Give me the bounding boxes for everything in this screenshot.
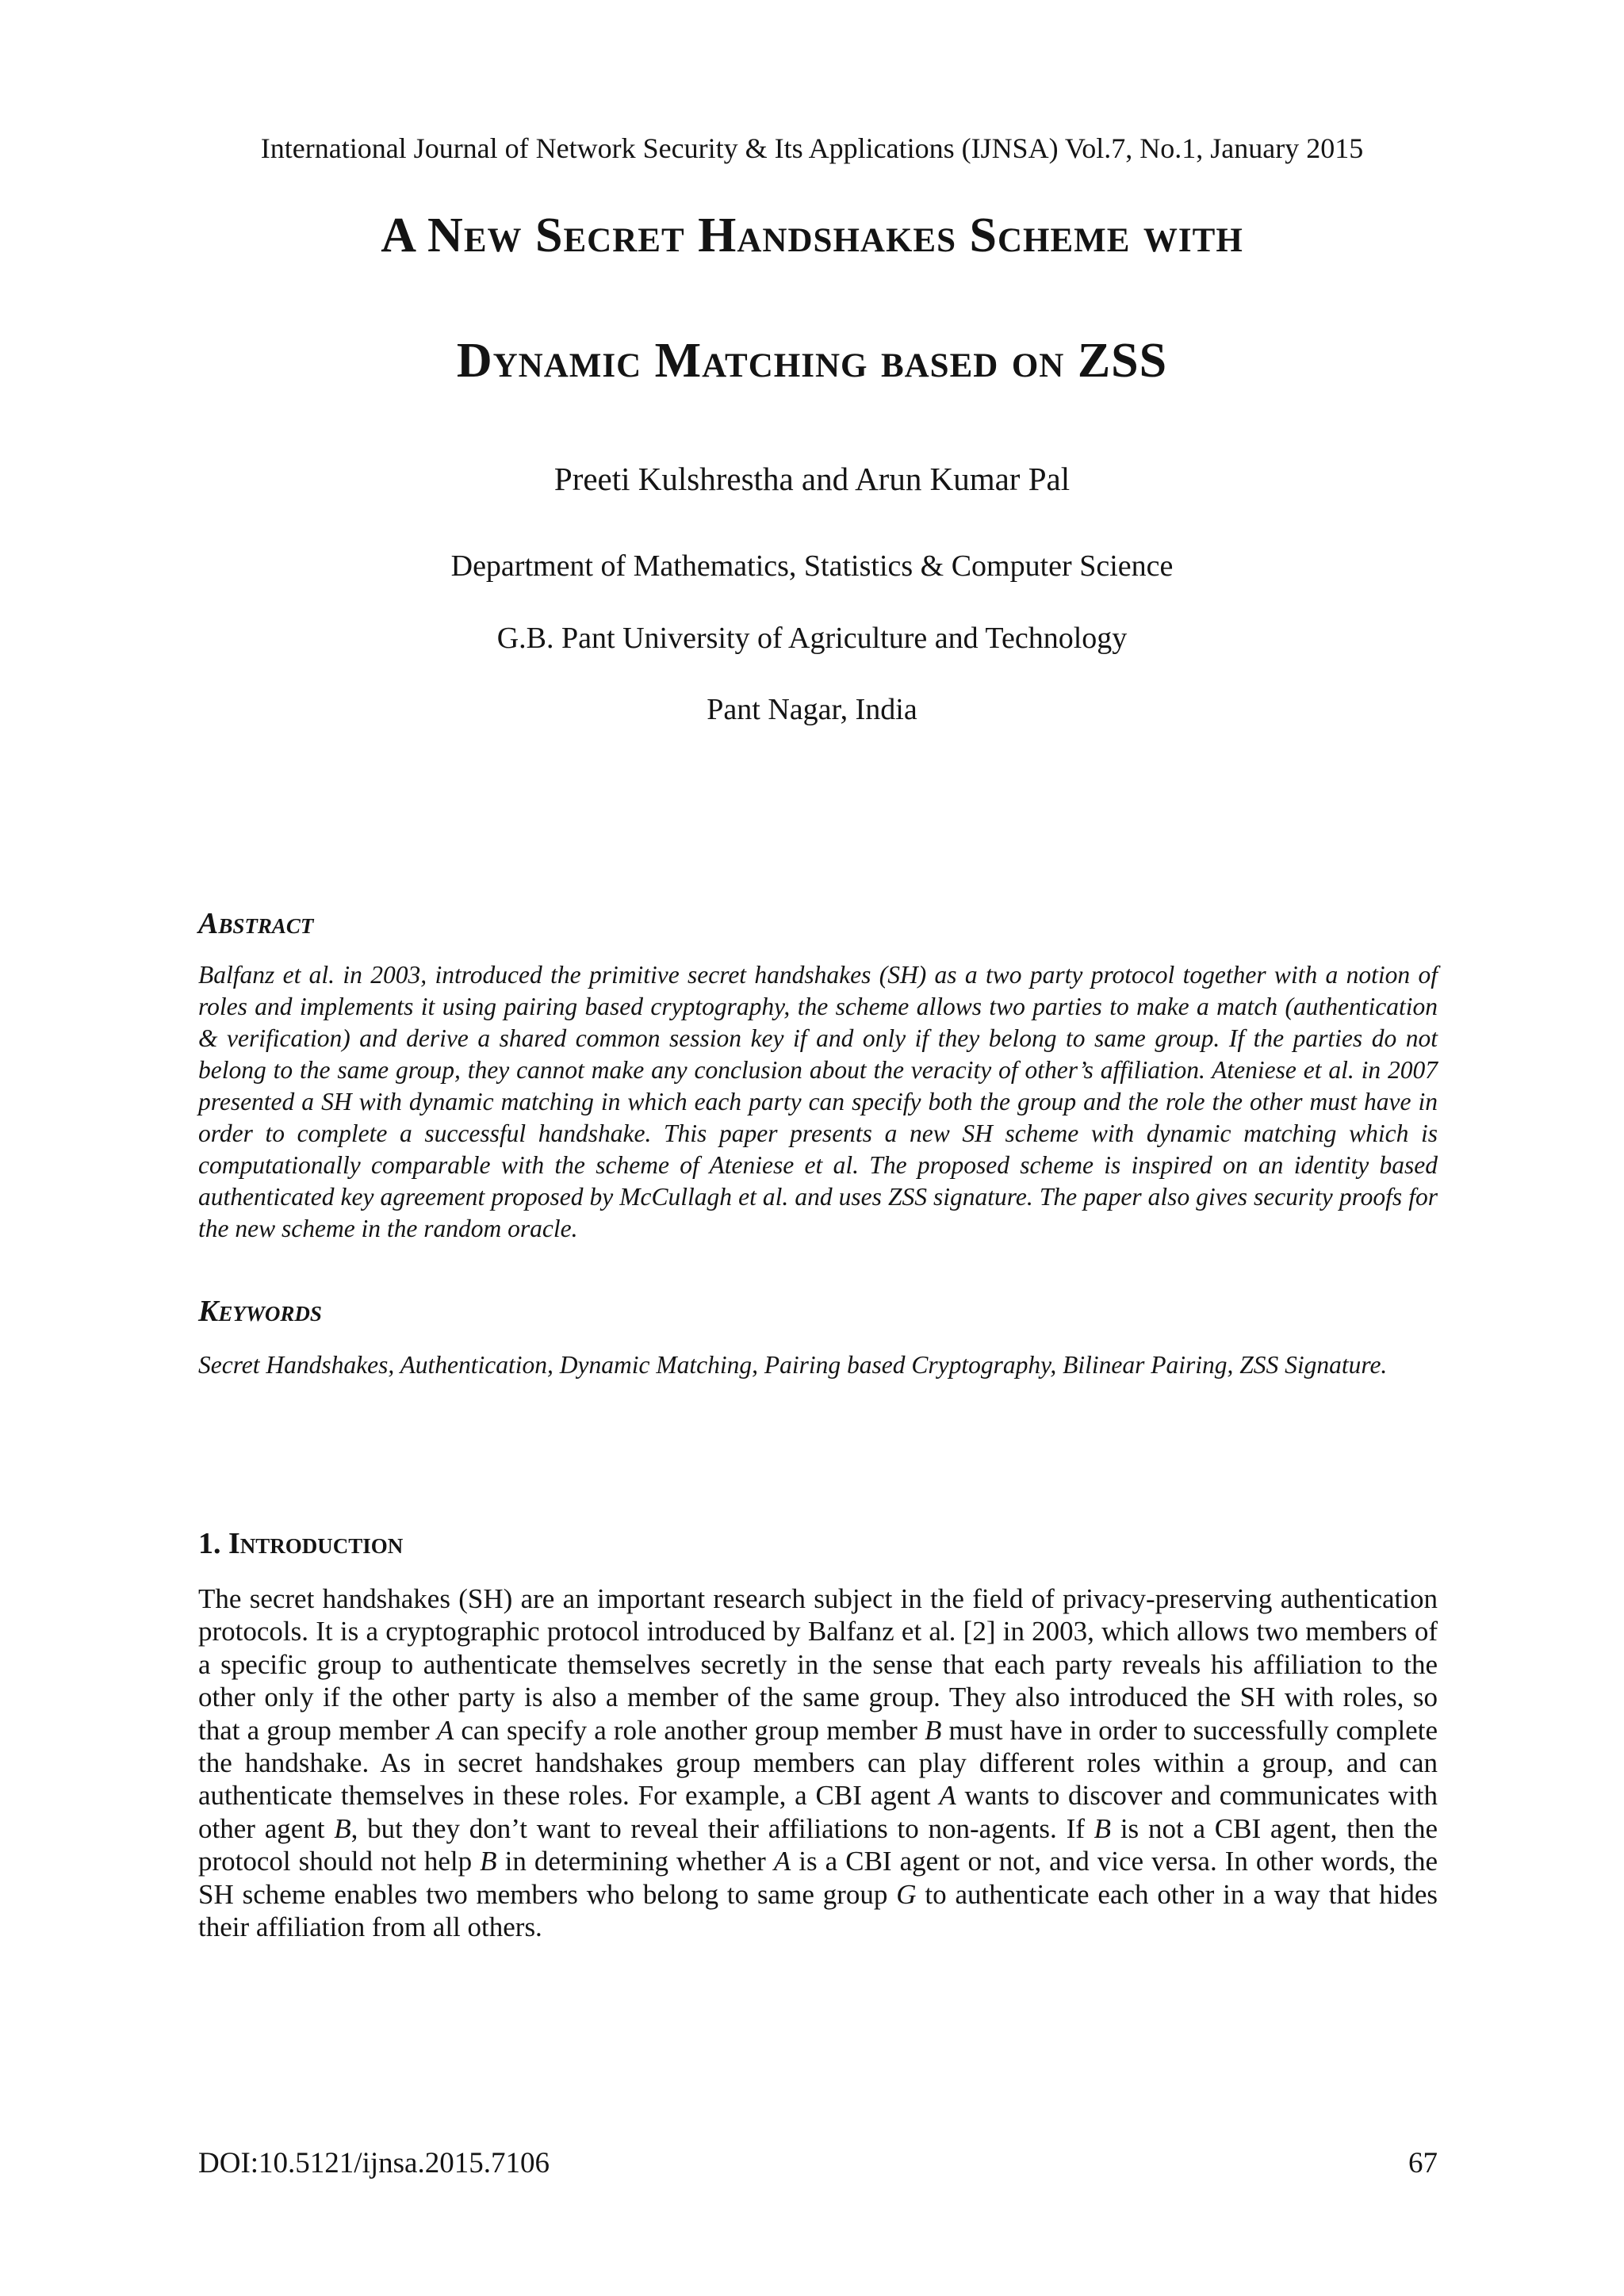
intro-text-segment: to authenticate each other in a way that hides their affiliation from all others.: [198, 1878, 1438, 1943]
affiliation-department: Department of Mathematics, Statistics & Computer Science: [450, 549, 1174, 583]
math-variable: G: [896, 1878, 917, 1910]
math-variable: B: [480, 1846, 497, 1877]
page-number: 67: [1408, 2147, 1438, 2179]
intro-text-segment: in determining whether: [496, 1846, 774, 1877]
affiliation-location: Pant Nagar, India: [707, 693, 917, 726]
abstract-text: Balfanz et al. in 2003, introduced the primitive secret handshakes (SH) as a two party protocol together with a notion of roles and implements it using pairing based cryptography, the scheme allows two parties to make a match (authentication & verification) and derive a shared common session key if and only if they belong to same group. If the parties do not belong to the same group, they cannot make any conclusion about the veracity of other’s affiliation. Ateniese et al. in 2007 presented a SH with dynamic matching in which each party can specify both the group and the role the other must have in order to complete a successful handshake. This paper presents a new SH scheme with dynamic matching which is computationally comparable with the scheme of Ateniese et al. The proposed scheme is inspired on an identity based authenticated key agreement proposed by McCullagh et al. and uses ZSS signature. The paper also gives security proofs for the new scheme in the random oracle.: [198, 961, 1438, 1242]
intro-text-segment: is a CBI agent or not, and vice versa. In other words, the SH scheme enables two members who belong to same group: [198, 1846, 1438, 1910]
abstract-heading: Abstract: [198, 907, 314, 940]
math-variable: A: [436, 1714, 454, 1746]
doi-footer: DOI:10.5121/ijnsa.2015.7106: [198, 2147, 550, 2179]
math-variable: B: [334, 1812, 351, 1844]
intro-text-segment: can specify a role another group member: [454, 1714, 925, 1746]
math-variable: A: [773, 1846, 791, 1877]
math-variable: B: [1094, 1812, 1112, 1844]
math-variable: A: [939, 1780, 956, 1812]
intro-text-segment: is not a CBI agent, then the protocol should not help: [198, 1812, 1438, 1877]
paper-title-line-1: A New Secret Handshakes Scheme with: [381, 209, 1243, 262]
journal-header: International Journal of Network Security & Its Applications (IJNSA) Vol.7, No.1, January 2015: [260, 132, 1364, 164]
intro-text-segment: The secret handshakes (SH) are an important research subject in the field of privacy-preserving authentication protocols. It is a cryptographic protocol introduced by Balfanz et al. [2] in 2003, which allows two members of a specific group to authenticate themselves secretly in the sense that each party reveals his affiliation to the other only if the other party is also a member of the same group. They also introduced the SH with roles, so that a group member: [198, 1583, 1438, 1746]
intro-text-segment: must have in order to successfully complete the handshake. As in secret handshakes group members can play different roles within a group, and can authenticate themselves in these roles. For example, a CBI agent: [198, 1714, 1438, 1812]
intro-text-segment: wants to discover and communicates with other agent: [198, 1780, 1438, 1844]
authors: Preeti Kulshrestha and Arun Kumar Pal: [553, 461, 1071, 497]
math-variable: B: [925, 1714, 942, 1746]
keywords-text: Secret Handshakes, Authentication, Dynamic Matching, Pairing based Cryptography, Bilinear Pairing, ZSS Signature.: [198, 1351, 1388, 1379]
introduction-paragraph: [198, 1582, 1438, 1943]
intro-text-segment: , but they don’t want to reveal their affiliations to non-agents. If: [350, 1812, 1094, 1844]
introduction-heading: 1. Introduction: [198, 1527, 404, 1560]
paper-title-line-2: Dynamic Matching based on ZSS: [456, 334, 1168, 388]
keywords-heading: Keywords: [198, 1295, 322, 1328]
affiliation-university: G.B. Pant University of Agriculture and Technology: [496, 622, 1128, 655]
